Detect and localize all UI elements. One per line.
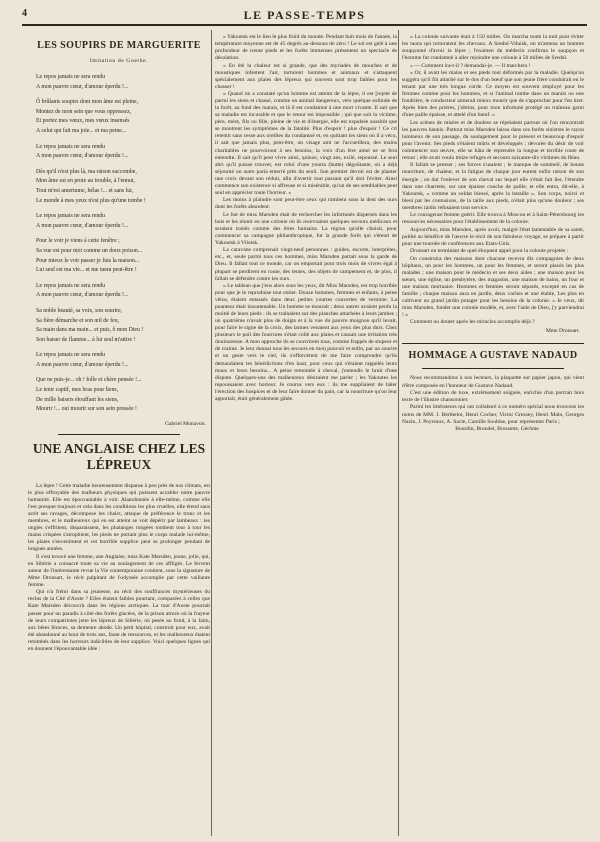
poem-line: Tout m'est amertume, hélas !... et sans lui, <box>36 187 134 194</box>
article-paragraph: La caravane comprenait vingt-neuf personnes : guides, escorte, interprètes, etc., et, seule parmi tous ces hommes, miss Marsden partait sous la garde de Dieu. Il fallait tout ce monde, car on emportait pour trois mois de vivres égal à plupart se perdirent en route, des tentes, des objets de campement et, de plus, il fallait se défendre contre les ours. <box>215 247 397 282</box>
column-1 <box>28 34 210 834</box>
poem-line: Sa main dans ma main... et puis, ô mon Dieu ! <box>36 327 144 334</box>
article-paragraph: Aujourd'hui, miss Marsden, après avoir, malgré l'état lamentable de sa santé, publié au bénéfice de l'œuvre le récit de son fabuleux voyage, se prépare à partir pour une tournée de conférences aux Etats-Unis. <box>402 226 584 247</box>
column-2 <box>215 34 397 834</box>
article-paragraph: Le courageuse femme guérit. Elle trouva à Moscou et à Saint-Pétersbourg les ressources nécessaires pour l'établissement de la colonie. <box>402 212 584 226</box>
poem-line: Dès qu'il n'est plus là, ma raison succombe, <box>36 168 137 175</box>
poem-line: De mille baisers étouffant les siens, <box>36 396 119 403</box>
article-paragraph: Dronsart en terminant de quel éloquent appel pour la colonie projetée : <box>410 248 569 255</box>
article-paragraph: Parmi les littérateurs qui ont collaboré à ce numéro spécial nous trouvons les noms de MM. J. Berthelot, Henri Cocher, Victor Gressey, Henri Malo, Georges Nazin, J. Peyreaux, A. Sacle, Camille Soubise, pour représenter Paris ; <box>402 404 584 425</box>
column-divider <box>211 30 212 836</box>
article-paragraph: « Quand on a constaté qu'un homme est atteint de la lèpre, il est [rejeté de parmi les siens et chassé, comme un animal dangereux, vers quelque solitude de la forêt, au fond des marais, et là il est condamné à une mort vivante. Il sait que sa maladie est incurable et que le retour est impossible ; qui que soit la victime, père, mère, fils ou fille, pleine de vie et d'énergie, elle est expulsée aussitôt que se montrent les symptômes de la fatalité. Plus d'espoir ! plus d'espoir ! Ce cri retentit sans cesse aux oreilles du condamné et, en quittant les siens où il a vécu, il sait que jamais plus, peut-être, un visage ami ne l'accueillera, des mains charitables ne pourvoiront à ses besoins, la voix d'un être aimé ne se fera entendre. Il sait qu'il peut vivre ainsi, quinze, vingt ans, exilé, repoussé. Le seul abri qu'il puisse trouver, est celui d'une yourta (hutte) dégoûtante, où a déjà séjourné un autre paria enterré près du seuil. Son premier devoir est de planter une croix devant son réduit, afin d'avertir tout passant qu'il doit l'éviter. Ainsi commence son existence si affreuse et si misérable, qu'un de ses semblables peut seul en apprécier toute l'horreur. » <box>215 91 397 196</box>
column-divider <box>398 30 399 836</box>
poem-line: Le repos jamais ne sera rendu <box>36 282 106 289</box>
article-paragraph: Le but de miss Marsden était de rechercher les infortunés dispersés dans les bois et les réunir en une colonie où ils recevraient quelques secours médicaux et seraient traités comme des êtres humains. La région qu'elle choisit, pour commencer sa campagne philanthropique, fut la grande forêt qui s'étend de Yakoutsk à Viloisk. <box>215 211 397 246</box>
article-paragraph: Nous recommandons à nos lecteurs, la plaquette sur papier japon, qui vient d'être composée en l'honneur de Gustave Nadaud. <box>402 375 584 389</box>
poem-title: LES SOUPIRS DE MARGUERITE <box>37 40 201 51</box>
poem-line: Le repos jamais ne sera rendu <box>36 352 106 359</box>
poem-line: Sa noble beauté, sa voix, son sourire, <box>36 307 123 314</box>
poem-line: A mon pauvre cœur, d'amour éperdu !... <box>36 83 129 90</box>
article-paragraph: Les scènes de misère et de douleur se répétaient partout où l'on rencontrait les pauvres bannis. Partout miss Marsden laissa dans ces forêts sinistres le rayon lumineux de son passage, du soulagement pour le présent et beaucoup d'espoir pour l'avenir. Ses pieds s'étaient mûris et développés ; dévorée du désir de voir commencer son œuvre, elle se hâta de reprendre la longue et terrible route de retour ; elle avait voulu treize refuges et secouru soixante-dix victimes du fléau. <box>402 119 584 161</box>
article-signature: Mme Dronsart. <box>545 328 580 335</box>
title-rule <box>422 368 564 369</box>
article-paragraph: Comment ou douter après les miracles accomplis déjà ? <box>410 319 535 326</box>
poem-line: Mourir !... oui mourir sur son sein pressée ! <box>36 406 137 413</box>
header-rule <box>22 24 587 26</box>
poem-line: Le repos jamais ne sera rendu <box>36 213 106 220</box>
poem-line: Pour le voir je viens à cette fenêtre ; <box>36 238 120 245</box>
article-paragraph: « Le tableau que j'eus alors sous les yeux, dit Miss Marsden, est trop horrible pour que je le reproduise tout entier. Douze hommes, femmes et enfants, à peine vêtus, étaient entassés dans deux petites yourtes couvertes de vermine. La puanteur était insoutenable. Un homme se mourait ; deux autres avaient perdu la moitié de leurs pieds : ils se traînaient sur des planches attachées à leurs jambes ; un quatrième n'avait plus de doigts et à la vue du pauvre moignon qu'il levait, pour faire le signe de la croix, des larmes venaient aux yeux des plus durs. Chez plusieurs le poil des fourrures s'était collé aux plaies et causait une irritation très douloureuse. A mon approche ils se couvrirent tous, comme frappés de stupeur et de crainte. Je leur donnai tous les secours en mon pouvoir et enfin, par un sourire et un geste vers le ciel, ils s'efforcèrent de me faire comprendre qu'ils demandaient les bénédictions d'en haut, pour ceux qui s'étaient rappelés leurs maux et leurs besoins... A peine remontée à cheval, j'entendis le bruit d'une dispute. Quelques-uns des malheureux désiraient me parler ; les Yakoutes les repoussaient avec horreur. Je courus vers eux : ils me suppliaient de hâter l'érection des hospices et de leur faire donner du pain, car la nourriture qu'on leur apportait, était généralement gâtée. <box>215 282 397 402</box>
poem-line: Et portez mes vœux, mes vœux insensés <box>36 118 130 125</box>
article-paragraph: C'est une édition de luxe, extrêmement soignée, enrichie d'un portrait hors texte de l'illustre chansonnier. <box>402 389 584 404</box>
article-paragraph: Les moins à plaindre sont peut-être ceux qui tombent sous la dent des ours dont les forêts abondent. <box>215 197 397 211</box>
poem-line: Mon âme est en proie au trouble, à l'ennui, <box>36 178 135 185</box>
article-paragraph: « En été la chaleur est si grande, que des myriades de mouches et de moustiques infestent l'air, torturent hommes et animaux et s'attaquent spécialement aux plaies des lépreux qui souvent sont trop faibles pour les chasser ! <box>215 62 397 90</box>
article-paragraph: Qui n'a frémi dans sa jeunesse, au récit des souffrances mystérieuses du reclus de la Cité d'Aoste ? Elles étaient faibles pourtant, comparées à celles que Kate Marsden découvrit dans les régions arctiques. La tour d'Aoste pourrait passer pour un paradis à côté des forêts glacées, de la prison atroce où la frayeur de leurs compatriotes jette les lépreux de Sibérie, où pesée au froid, à la faim, aux bêtes féroces, sa demeure abode. Un petit hôpital, construit pour eux, avait été abandonné au bout de trois ans, faute de ressources, et les malheureux étaient retombés dans les horreurs indicibles de leur supplice. Voici quelques lignes qui en donnent l'épouvantable idée : <box>28 589 210 652</box>
column-3 <box>402 34 584 834</box>
poem-stanza <box>28 212 210 231</box>
article-paragraph: « — Comment ira-t-il ? demandai-je. — Il marchera ! <box>410 62 531 69</box>
article-paragraph: On construira des maisons dont chacune recevra dix compagnies de deux hôpitaux, un pour les hommes, un pour les femmes, et seront placés les plus malades ; une maison pour le médecin et ses deux aides ; une maison pour les sœurs, une église, un presbytère, des magasins, une maison de bains, un four et une maison mortuaire. Hommes et femmes seront séparés, excepté en cas de famille ; chaque maison aura un jardin, deux vaches et une étable. Les plus en cultivent un grand jardin potager pour les besoins de la colonie. « Je veux, dit miss Marsden, fonder une colonie modèle, et, avec l'aide de Dieu, j'y parviendrai ! » <box>402 255 584 318</box>
section-rule <box>402 343 584 344</box>
article-paragraph: « Or, il avait les mains et ses pieds tout déformés par la maladie. Quelqu'un suggéra qu'il fût attaché sur le dos d'un bœuf que son jeune frère conduirait en le tenant par une très longue corde. Ce moyen est souvent employé pour les femmes comme pour les hommes, et si l'animal tombe dans un marais ou une fondrière, le conducteur aimerait mieux mourir que de s'approcher pour l'en tirer. Après bien des prières, j'obtins, pour mon infortuné protégé un traîneau garni d'une paille épaisse, et attelé d'un bœuf. » <box>402 70 584 119</box>
article-title: UNE ANGLAISE CHEZ LES LÉPREUX <box>32 440 206 472</box>
poem-stanza <box>28 143 210 162</box>
journal-title: LE PASSE-TEMPS <box>243 8 366 22</box>
poem-line: Sa fière démarche et son œil de feu, <box>36 317 120 324</box>
poem-line: Le monde à mes yeux n'est plus qu'une tombe ! <box>36 197 146 204</box>
article-paragraph: « La colonie suivante était à 150 milles. On marcha toute la nuit pour éviter les taons qui torturaient les chevaux. A Srednï-Viluisk, on m'amena un homme soupçonné d'avoir la lèpre ; l'examen du médecin confirma le soupçon et l'homme fut condamné à aller rejoindre une colonie à 50 milles de Srednï. <box>402 34 584 62</box>
poem-stanza <box>28 351 210 370</box>
page-header <box>22 6 587 26</box>
poem-line: A mon pauvre cœur, d'amour éperdu !... <box>36 361 129 368</box>
poem-stanza <box>28 307 210 345</box>
article-paragraph: « Yakoutsk est le lieu le plus froid du monde. Pendant huit mois de l'année, la température moyenne est de 45 degrés au-dessous de zéro ! Le sol est gelé à une profondeur de trente pieds et les forêts immenses présentent un spectacle de désolation. <box>215 34 397 62</box>
poem-stanza <box>28 73 210 92</box>
article-title: HOMMAGE A GUSTAVE NADAUD <box>408 350 578 362</box>
poem-line: Le repos jamais ne sera rendu <box>36 143 106 150</box>
contributor-names: Bourdin, Brondel, Brossette, Gérôme <box>455 425 539 432</box>
poem-line: A mon pauvre cœur, d'amour éperdu !... <box>36 222 129 229</box>
poem-stanza <box>28 98 210 136</box>
poem-line: Que ne puis-je... oh ! folle et chère pensée !... <box>36 377 142 384</box>
poem-stanza <box>28 168 210 206</box>
poem-stanza <box>28 376 210 414</box>
poem-line: A mon pauvre cœur, d'amour éperdu !... <box>36 153 129 160</box>
section-rule <box>58 434 180 435</box>
poem-signature: Gabriel Monavon. <box>164 420 206 427</box>
poem-line: Le repos jamais ne sera rendu <box>36 74 106 81</box>
page-number: 4 <box>22 8 27 19</box>
poem-line: Ô brûlants soupirs dont mon âme est pleine, <box>36 99 139 106</box>
article-paragraph: La lèpre ! Cette maladie heureusement disparue à peu près de nos climats, est le plus effroyable des malheurs physiques qui puissent accabler notre pauvre humanité. Elle est épouvantable à voir. Abandonnée à elle-même, comme elle l'est presque toujours et cela dans les conditions les plus cruelles, elle étend sans arrêt ses ravages, décompose les chairs, attaque de préférence le tronc et les membres, et le malheureux qui en est atteint se voit dépérir par lambeaux : les ongles s'effritent, disparaissent, les phalanges rongées tombent tour à tour les mains crispées s'atrophient, les pieds ne portant plus le corps malade lui-même, les plaies s'enveniment et cet horrible supplice peut se prolonger pendant de longues années. <box>28 482 210 553</box>
poem-line: Montez de mon sein que vous oppressez, <box>36 108 132 115</box>
poem-line: Le tenir captif, mes bras pour liens, <box>36 387 119 394</box>
poem-stanza <box>28 282 210 301</box>
poem-line: Sa vue est pour moi comme un doux poison... <box>36 247 143 254</box>
poem-stanza <box>28 237 210 275</box>
poem-line: Pour mieux le voir passer je fuis la maison... <box>36 257 140 264</box>
poem-line: Lui seul est ma vie... et me tuera peut-être ! <box>36 267 137 274</box>
poem-line: Son baiser de flamme... à lui seul m'attire ! <box>36 336 136 343</box>
poem-subtitle: Imitation de Goethe. <box>89 58 149 64</box>
article-paragraph: Il fallait se presser ; ses forces s'usaient ; le manque de sommeil, de bonne nourriture, de chaleur, et la fatigue de chaque jour eurent enfin raison de son énergie ; on dut l'enlever de son cheval sur lequel elle s'était fait lier, l'étendre dans une charrette, sur une épaisse couche de paille, et elle entra, dit-elle, à Yakoutsk, « comme un soldat blessé, après la bataille ». Son corps, noirci et bleui par les contusions, de la taille aux pieds, n'était plus qu'une douleur ; ses membres raidis refusaient tout service. <box>402 162 584 211</box>
article-paragraph: Il s'est trouvé une femme, une Anglaise, miss Kate Marsden, jeune, jolie, qui, en Sibérie a consacré toute sa vie au soulagement de ces affligés. Le fervent auteur de l'intéressante revue la Vie contemporaine contient, sous la signature de Mme Dronsart, le récit palpitant de l'odyssée accomplie par cette vaillante femme. <box>28 553 210 588</box>
poem-line: A celui qui fait ma joie... et ma peine... <box>36 128 127 135</box>
poem-line: A mon pauvre cœur, d'amour éperdu !... <box>36 292 129 299</box>
